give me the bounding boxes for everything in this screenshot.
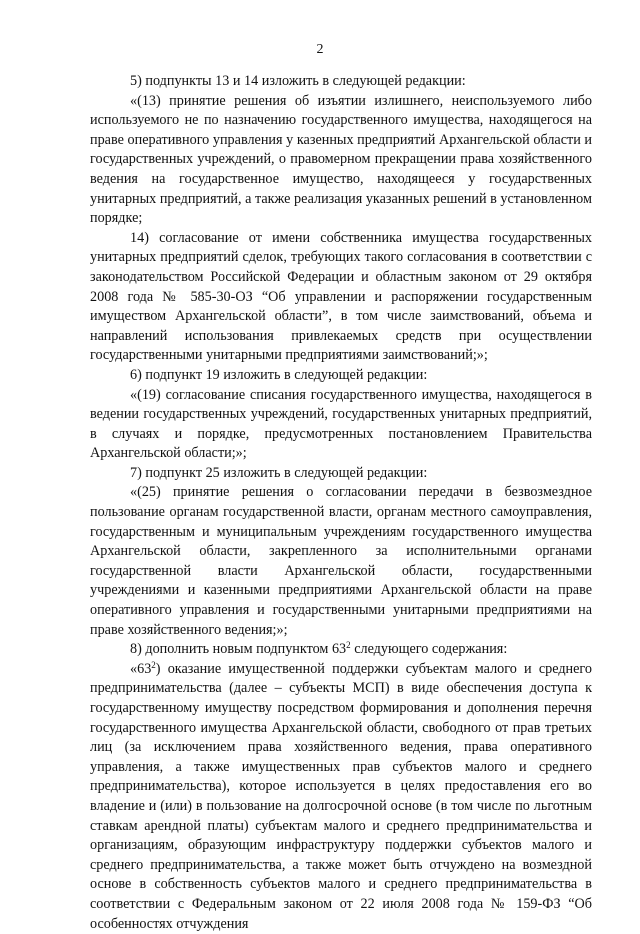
document-body bbox=[90, 72, 592, 934]
paragraph-subitem-19: «(19) согласование списания государственного имущества, находящегося в ведении государственных учреждений, государственных унитарных предприятий, в случаях и порядке, предусмотренных постановлением Правительства Архангельской области;»; bbox=[90, 386, 592, 462]
paragraph-item-8-post: следующего содержания: bbox=[350, 641, 508, 658]
paragraph-item-7: 7) подпункт 25 изложить в следующей редакции: bbox=[130, 464, 428, 481]
superscript: 2 bbox=[151, 659, 156, 670]
superscript: 2 bbox=[346, 640, 351, 651]
paragraph-subitem-14: 14) согласование от имени собственника имущества государственных унитарных предприятий сделок, требующих такого согласования в соответствии с законодательством Российской Федерации и областным законом от 29 октября 2008 года № 585-30-ОЗ “Об управлении и распоряжении государственным имуществом Архангельской области”, в том числе заимствований, объема и направлений использования привлекаемых средств при осуществлении государственными унитарными предприятиями заимствований;»; bbox=[90, 229, 592, 364]
paragraph-subitem-63-2 bbox=[90, 660, 592, 934]
paragraph-subitem-63-2-pre: «63 bbox=[130, 660, 152, 677]
paragraph-subitem-25: «(25) принятие решения о согласовании передачи в безвозмездное пользование органам государственной власти, органам местного самоуправления, государственным и муниципальным учреждениям государственного имущества Архангельской области, закрепленного за исполнительными органами государственной власти Архангельской области, государственными учреждениями и казенными предприятиями Архангельской области на праве оперативного управления и государственными унитарными предприятиями на праве хозяйственного ведения;»; bbox=[90, 484, 592, 638]
paragraph-item-8-pre: 8) дополнить новым подпунктом 63 bbox=[130, 641, 347, 658]
paragraph-item-6: 6) подпункт 19 изложить в следующей редакции: bbox=[130, 366, 428, 383]
paragraph-subitem-13: «(13) принятие решения об изъятии излишнего, неиспользуемого либо используемого не по назначению государственного имущества, находящегося на праве оперативного управления у казенных предприятий Архангельской области и государственных учреждений, о правомерном прекращении права хозяйственного ведения на государственное имущество, находящееся у государственных унитарных предприятий, а также реализация указанных решений в установленном порядке; bbox=[90, 92, 592, 227]
paragraph-subitem-63-2-post: ) оказание имущественной поддержки субъектам малого и среднего предпринимательства (далее – субъекты МСП) в виде обеспечения доступа к государственному имуществу посредством формирования и дополнения перечня государственного имущества Архангельской области, свободного от прав третьих лиц (за исключением права хозяйственного ведения, права оперативного управления, а также имущественных прав субъектов малого и среднего предпринимательства), которое используется в целях предоставления его во владение и (или) в пользование на долгосрочной основе (в том числе по льготным ставкам арендной платы) субъектам малого и среднего предпринимательства и организациям, образующим инфраструктуру поддержки субъектов малого и среднего предпринимательства, а также может быть отчуждено на возмездной основе в собственность субъектов малого и среднего предпринимательства в соответствии с Федеральным законом от 22 июля 2008 года № 159-ФЗ “Об особенностях отчуждения bbox=[90, 660, 592, 932]
page-number: 2 bbox=[316, 42, 324, 57]
paragraph-item-5: 5) подпункты 13 и 14 изложить в следующей редакции: bbox=[130, 73, 466, 89]
paragraph-item-8 bbox=[90, 640, 592, 660]
